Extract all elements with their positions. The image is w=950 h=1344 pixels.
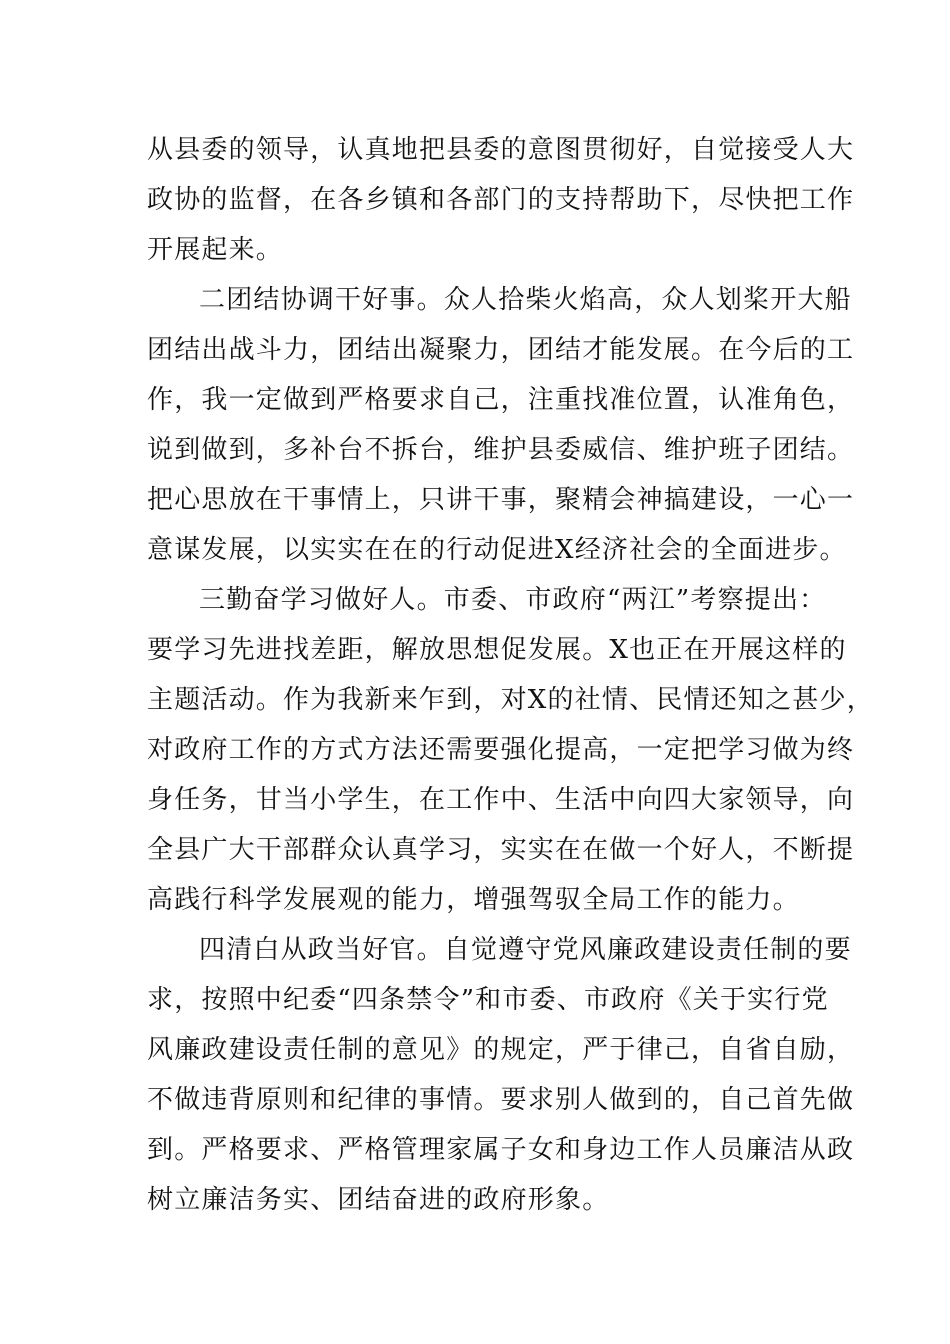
- text-line: 身任务，甘当小学生，在工作中、生活中向四大家领导，向: [147, 785, 855, 815]
- text-line: 说到做到，多补台不拆台，维护县委威信、维护班子团结。: [147, 435, 855, 465]
- text-line: 对政府工作的方式方法还需要强化提高，一定把学习做为终: [147, 735, 855, 765]
- text-line: 政协的监督，在各乡镇和各部门的支持帮助下，尽快把工作: [147, 185, 855, 215]
- text-line: 要学习先进找差距，解放思想促发展。X也正在开展这样的: [147, 635, 847, 665]
- paragraph-heading-3: 三勤奋学习做好人。市委、市政府“两江”考察提出：: [199, 585, 827, 615]
- text-line: 高践行科学发展观的能力，增强驾驭全局工作的能力。: [147, 885, 800, 915]
- text-line: 求，按照中纪委“四条禁令”和市委、市政府《关于实行党: [147, 985, 829, 1015]
- paragraph-heading-2: 二团结协调干好事。众人拾柴火焰高，众人划桨开大船: [199, 285, 852, 315]
- text-line: 到。严格要求、严格管理家属子女和身边工作人员廉洁从政: [147, 1135, 855, 1165]
- text-line: 主题活动。作为我新来乍到，对X的社情、民情还知之甚少，: [147, 685, 874, 715]
- text-line: 不做违背原则和纪律的事情。要求别人做到的，自己首先做: [147, 1085, 855, 1115]
- text-line: 树立廉洁务实、团结奋进的政府形象。: [147, 1185, 610, 1215]
- text-line: 全县广大干部群众认真学习，实实在在做一个好人，不断提: [147, 835, 855, 865]
- text-line: 风廉政建设责任制的意见》的规定，严于律己，自省自励，: [147, 1035, 855, 1065]
- text-line: 开展起来。: [147, 235, 284, 265]
- paragraph-heading-4: 四清白从政当好官。自觉遵守党风廉政建设责任制的要: [199, 935, 852, 965]
- text-line: 团结出战斗力，团结出凝聚力，团结才能发展。在今后的工: [147, 335, 855, 365]
- text-line: 意谋发展，以实实在在的行动促进X经济社会的全面进步。: [147, 535, 847, 565]
- text-line: 从县委的领导，认真地把县委的意图贯彻好，自觉接受人大: [147, 135, 855, 165]
- text-line: 作，我一定做到严格要求自己，注重找准位置，认准角色，: [147, 385, 855, 415]
- text-line: 把心思放在干事情上，只讲干事，聚精会神搞建设，一心一: [147, 485, 855, 515]
